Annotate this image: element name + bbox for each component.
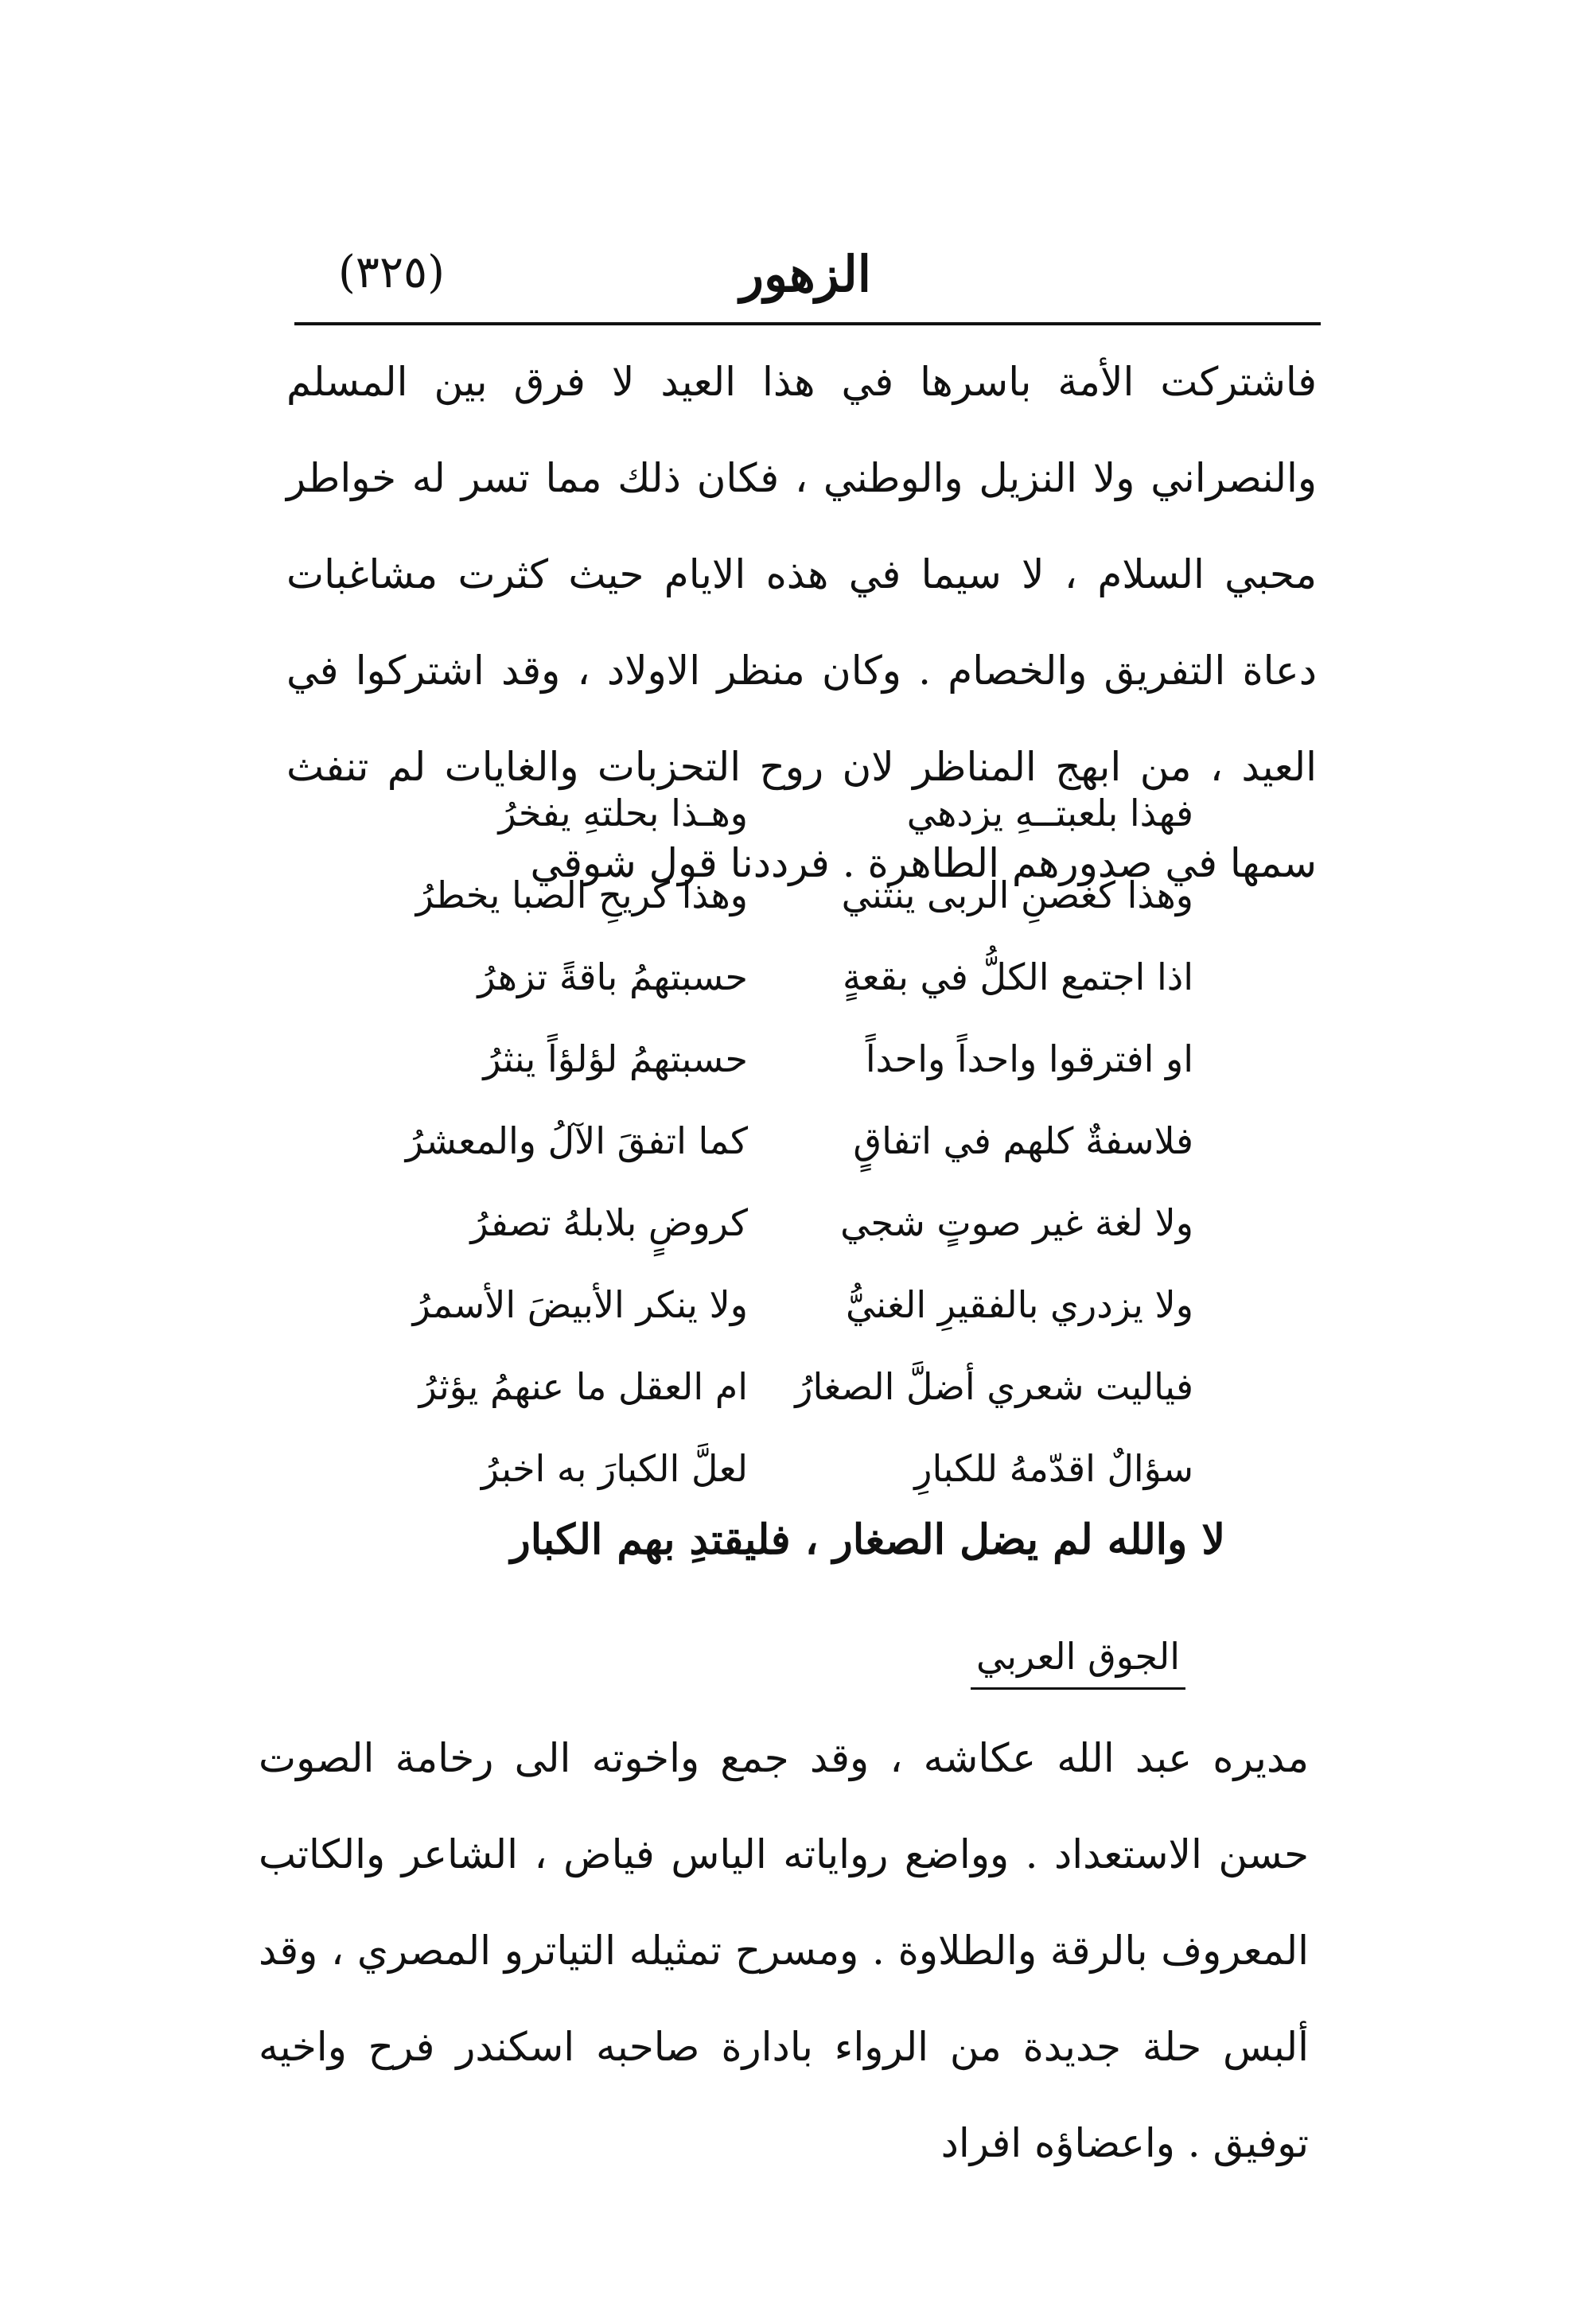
verse-first-hemistich: ولا لغة غير صوتٍ شجي — [840, 1201, 1193, 1244]
verse-first-hemistich: فياليت شعري أضلَّ الصغارُ — [795, 1365, 1193, 1408]
poem-verse — [374, 776, 1193, 858]
verse-first-hemistich: فلاسفةٌ كلهم في اتفاقٍ — [853, 1119, 1193, 1162]
paragraph-2: مديره عبد الله عكاشه ، وقد جمع واخوته الى رخامة الصوت حسن الاستعداد . وواضع رواياته الياس فياض ، الشاعر والكاتب المعروف بالرقة والطلاوة . ومسرح تمثيله التياترو المصري ، وقد ألبس حلة جديدة من الرواء بادارة صاحبه اسكندر فرح واخيه توفيق . واعضاؤه افراد — [259, 1735, 1309, 2166]
poem-verse — [374, 1349, 1193, 1431]
verse-second-hemistich: لعلَّ الكبارَ به اخبرُ — [481, 1447, 748, 1490]
poem-verse — [374, 1021, 1193, 1103]
page-header — [294, 239, 1321, 326]
verse-second-hemistich: حسبتهمُ لؤلؤاً ينثرُ — [483, 1037, 748, 1080]
verse-second-hemistich: وهذا كريحِ الصبا يخطرُ — [415, 873, 748, 916]
verse-first-hemistich: اذا اجتمع الكلُّ في بقعةٍ — [843, 955, 1193, 998]
verse-second-hemistich: كما اتفقَ الآلُ والمعشرُ — [405, 1119, 748, 1162]
verse-second-hemistich: ام العقل ما عنهمُ يؤثرُ — [418, 1365, 748, 1408]
verse-first-hemistich: سؤالٌ اقدّمهُ للكبارِ — [914, 1447, 1193, 1490]
verse-first-hemistich: او افترقوا واحداً واحداً — [865, 1037, 1193, 1080]
verse-second-hemistich: حسبتهمُ باقةً تزهرُ — [477, 955, 748, 998]
poem-verse — [374, 1185, 1193, 1267]
poem-verse — [374, 1431, 1193, 1513]
poem-verse — [374, 1267, 1193, 1349]
paragraph-1: فاشتركت الأمة باسرها في هذا العيد لا فرق بين المسلم والنصراني ولا النزيل والوطني ، فكان ذلك مما تسر له خواطر محبي السلام ، لا سيما في هذه الايام حيث كثرت مشاغبات دعاة التفريق والخصام . وكان منظر الاولاد ، وقد اشتركوا في العيد ، من ابهج المناظر لان روح التحزبات والغايات لم تنفث سمها في صدورهم الطاهرة . فرددنا قول شوقي — [286, 359, 1317, 886]
verse-second-hemistich: وهـذا بحلتهِ يفخرُ — [498, 792, 748, 835]
header-rule — [294, 322, 1321, 325]
running-title: الزهور — [740, 245, 871, 303]
poem-verse — [374, 858, 1193, 940]
verse-second-hemistich: ولا ينكر الأبيضَ الأسمرُ — [412, 1283, 748, 1326]
verse-second-hemistich: كروضٍ بلابلهُ تصفرُ — [470, 1201, 748, 1244]
page-number: (٣٢٥) — [338, 247, 445, 298]
section-heading: الجوق العربي — [971, 1635, 1185, 1690]
poem-verse — [374, 1103, 1193, 1185]
verse-first-hemistich: ولا يزدري بالفقيرِ الغنيُّ — [845, 1283, 1193, 1326]
verse-first-hemistich: فهذا بلعبتــهِ يزدهي — [906, 792, 1193, 835]
verse-first-hemistich: وهذا كغصنِ الربى ينثني — [841, 873, 1193, 916]
poem — [374, 776, 1193, 1513]
poem-verse — [374, 940, 1193, 1021]
closing-line: لا والله لم يضل الصغار ، فليقتدِ بهم الكبار — [510, 1515, 1225, 1564]
